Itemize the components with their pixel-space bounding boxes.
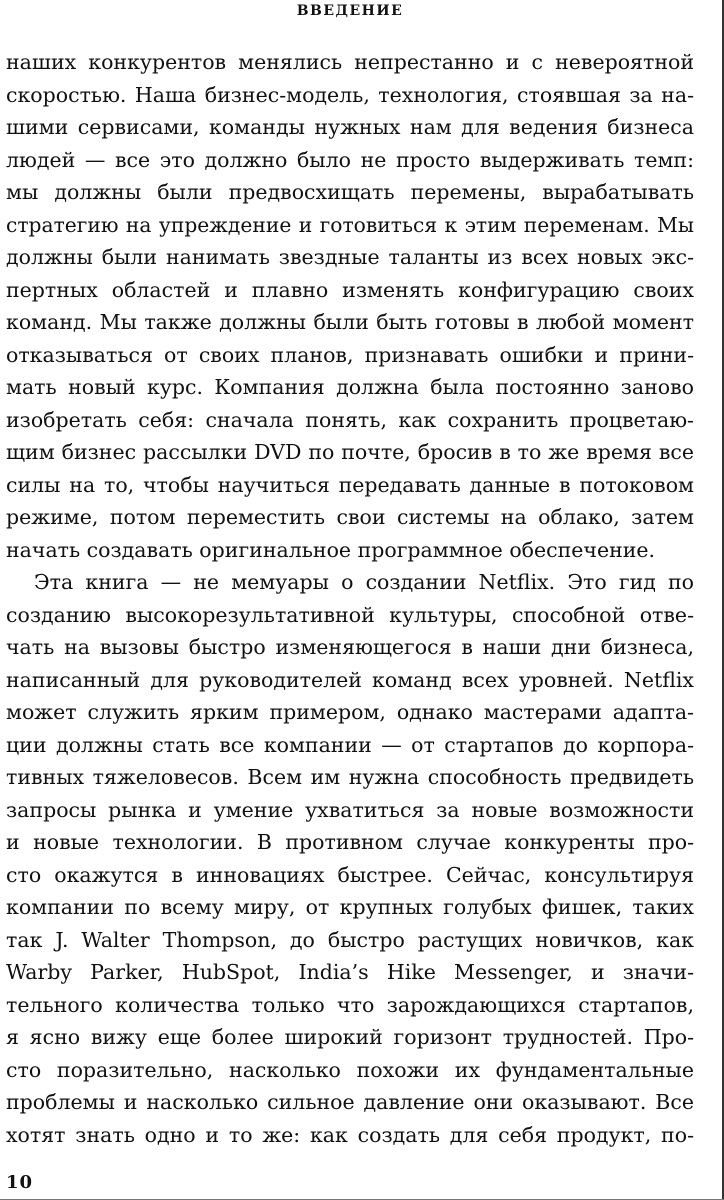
- text-line: мать новый курс. Компания должна была постоянно заново: [6, 375, 694, 399]
- text-line: щим бизнес рассылки DVD по почте, бросив в то же время все: [6, 440, 694, 464]
- text-line: сто окажутся в инновациях быстрее. Сейчас, консультируя: [6, 862, 694, 887]
- text-line: начать создавать оригинальное программное обеспечение.: [6, 537, 656, 562]
- text-line: тельного количества только что зарождающихся стартапов,: [6, 992, 694, 1017]
- body-text: [6, 46, 694, 1151]
- text-line: и новые технологии. В противном случае конкуренты про-: [6, 830, 694, 854]
- text-line: пертных областей и плавно изменять конфигурацию своих: [6, 277, 694, 302]
- running-head: ВВЕДЕНИЕ: [296, 3, 404, 19]
- text-line: может служить ярким примером, однако мастерами адапта-: [6, 700, 694, 724]
- text-line: мы должны были предвосхищать перемены, вырабатывать: [6, 180, 694, 204]
- text-line: сто поразительно, насколько похожи их фундаментальные: [6, 1057, 694, 1082]
- text-line: людей — все это должно было не просто выдерживать темп:: [6, 147, 694, 172]
- text-line: хотят знать одно и то же: как создать для себя продукт, по-: [6, 1122, 694, 1147]
- text-line: ции должны стать все компании — от стартапов до корпора-: [6, 732, 694, 757]
- text-line: проблемы и насколько сильное давление они оказывают. Все: [6, 1090, 694, 1114]
- paragraph-2: [6, 566, 694, 1151]
- text-line: компании по всему миру, от крупных голубых фишек, таких: [6, 895, 694, 919]
- text-line: так J. Walter Thompson, до быстро растущих новичков, как: [6, 927, 694, 952]
- text-line: изобретать себя: сначала понять, как сохранить процветаю-: [6, 407, 694, 432]
- text-line: команд. Мы также должны были быть готовы в любой момент: [6, 310, 694, 334]
- text-line: созданию высокорезультативной культуры, способной отве-: [6, 602, 694, 627]
- paragraph-1: [6, 46, 694, 566]
- text-line: отказываться от своих планов, признавать ошибки и прини-: [6, 342, 694, 367]
- text-line: чать на вызовы быстро изменяющегося в наши дни бизнеса,: [6, 635, 694, 659]
- text-line: силы на то, чтобы научиться передавать данные в потоковом: [6, 472, 694, 497]
- text-line: скоростью. Наша бизнес-модель, технология, стоявшая за на-: [6, 82, 694, 107]
- text-line: Эта книга — не мемуары о создании Netflix. Это гид по: [34, 570, 694, 594]
- text-line: тивных тяжеловесов. Всем им нужна способность предвидеть: [6, 765, 694, 789]
- text-line: написанный для руководителей команд всех уровней. Netflix: [6, 667, 694, 692]
- text-line: режиме, потом переместить свои системы на облако, затем: [6, 505, 694, 529]
- text-line: запросы рынка и умение ухватиться за новые возможности: [6, 797, 694, 822]
- text-line: шими сервисами, команды нужных нам для ведения бизнеса: [6, 115, 694, 139]
- page-number: 10: [6, 1172, 34, 1193]
- text-line: наших конкурентов менялись непрестанно и с невероятной: [6, 50, 694, 74]
- text-line: должны были нанимать звездные таланты из всех новых экс-: [6, 245, 694, 269]
- text-line: я ясно вижу еще более широкий горизонт трудностей. Про-: [6, 1025, 694, 1049]
- text-line: стратегию на упреждение и готовиться к этим переменам. Мы: [6, 212, 694, 237]
- text-line: Warby Parker, HubSpot, India’s Hike Messenger, и значи-: [6, 960, 694, 984]
